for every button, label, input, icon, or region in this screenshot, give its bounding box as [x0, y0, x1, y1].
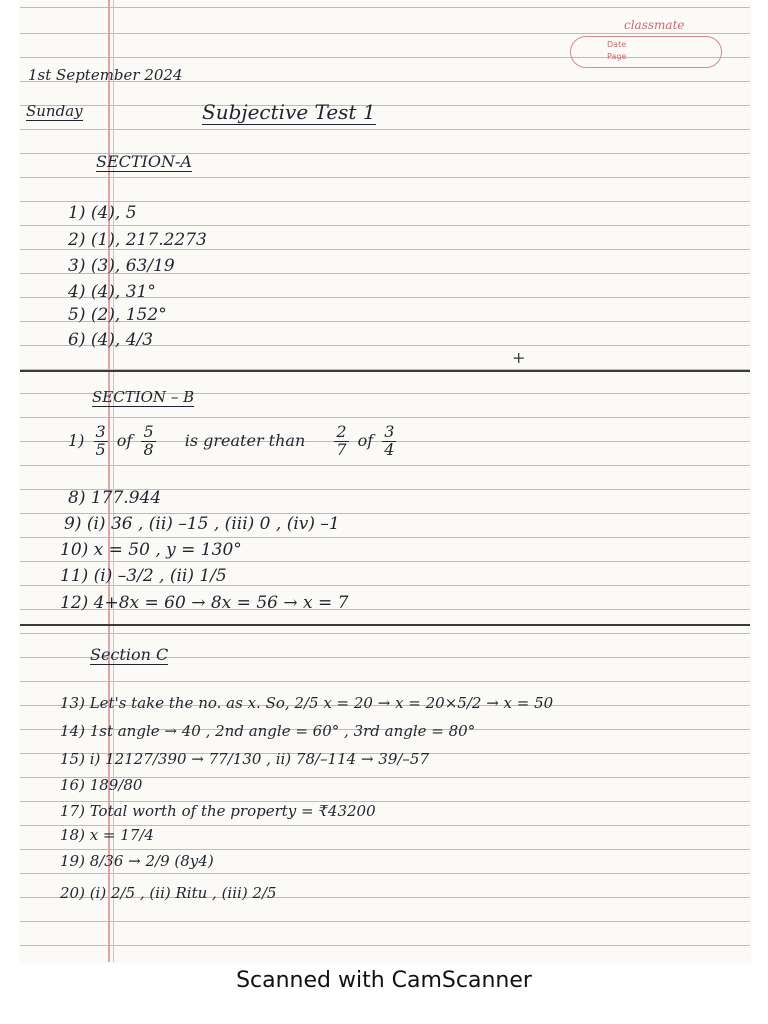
day-text: Sunday [26, 102, 83, 120]
section-divider-a [20, 370, 750, 372]
answer-a-4: 4) (4), 31° [68, 282, 156, 302]
answer-c-17: 17) Total worth of the property = ₹43200 [60, 802, 376, 820]
notebook-page [20, 0, 750, 962]
date-field-label: Date [607, 40, 627, 49]
answer-b-12: 12) 4+8x = 60 → 8x = 56 → x = 7 [60, 593, 349, 613]
answer-b-8: 8) 177.944 [68, 488, 162, 508]
of-text-1: of [116, 430, 133, 450]
page-title: Subjective Test 1 [202, 100, 376, 124]
date-text: 1st September 2024 [28, 66, 183, 84]
fraction-3-5: $\frac{3}{5}$ [95, 422, 106, 459]
brand-name: classmate [624, 18, 685, 32]
date-page-box [570, 36, 722, 68]
fraction-5-8: $\frac{5}{8}$ [143, 422, 154, 459]
answer-c-20: 20) (i) 2/5 , (ii) Ritu , (iii) 2/5 [60, 884, 277, 902]
answer-b-1 [68, 424, 400, 459]
answer-c-18: 18) x = 17/4 [60, 826, 154, 844]
comparison-text: is greater than [184, 430, 306, 450]
section-divider-b [20, 624, 750, 626]
of-text-2: of [357, 430, 374, 450]
answer-b-10: 10) x = 50 , y = 130° [60, 540, 242, 560]
fraction-3-4: $\frac{3}{4}$ [384, 422, 395, 459]
section-a-heading: SECTION-A [96, 152, 192, 171]
answer-c-19: 19) 8/36 → 2/9 (8y4) [60, 852, 214, 870]
answer-a-2: 2) (1), 217.2273 [68, 230, 207, 250]
page-field-label: Page [607, 52, 627, 61]
answer-c-13: 13) Let's take the no. as x. So, 2/5 x = 20 → x = 20×5/2 → x = 50 [60, 694, 554, 712]
notebook-brand-stamp [560, 16, 730, 68]
answer-a-6: 6) (4), 4/3 [68, 330, 154, 350]
answer-c-16: 16) 189/80 [60, 776, 143, 794]
answer-c-15: 15) i) 12127/390 → 77/130 , ii) 78/–114 → 39/–57 [60, 750, 430, 768]
pen-mark: + [512, 348, 526, 367]
scanner-watermark: Scanned with CamScanner [236, 968, 532, 993]
answer-a-3: 3) (3), 63/19 [68, 256, 175, 276]
section-c-heading: Section C [90, 645, 169, 664]
answer-b-1-label: 1) [68, 430, 85, 450]
answer-c-14: 14) 1st angle → 40 , 2nd angle = 60° , 3rd angle = 80° [60, 722, 476, 740]
fraction-2-7: $\frac{2}{7}$ [336, 422, 347, 459]
answer-b-11: 11) (i) –3/2 , (ii) 1/5 [60, 566, 227, 586]
answer-b-9: 9) (i) 36 , (ii) –15 , (iii) 0 , (iv) –1 [64, 514, 340, 534]
answer-a-1: 1) (4), 5 [68, 203, 137, 223]
answer-a-5: 5) (2), 152° [68, 305, 167, 325]
section-b-heading: SECTION – B [92, 388, 195, 406]
